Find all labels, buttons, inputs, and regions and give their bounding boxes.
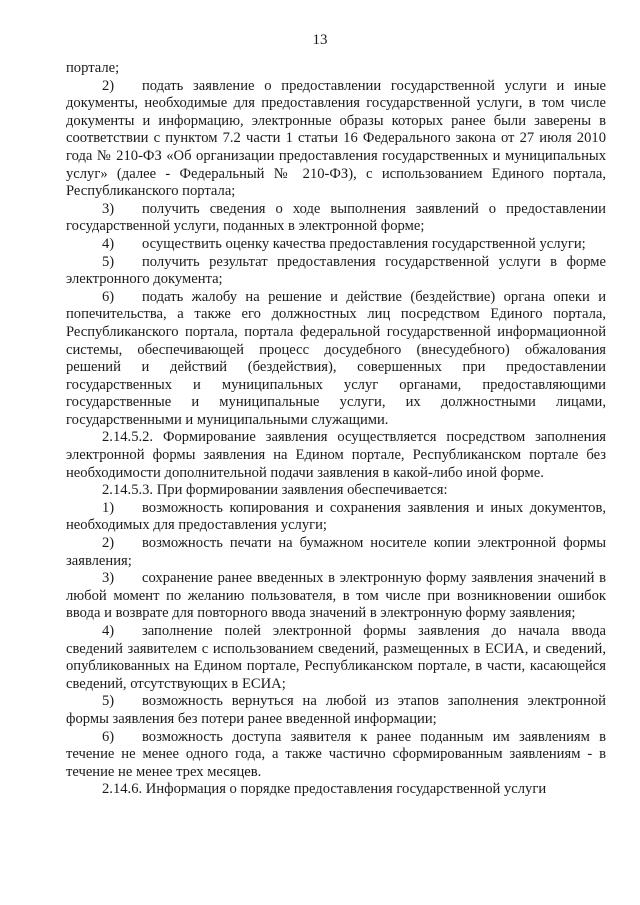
list-item: 2) подать заявление о предоставлении государственной услуги и иные документы, необходимые для предоставления государственной услуги, в том числе документы и информацию, электронные образы которых ранее были заверены в соответствии с пунктом 7.2 части 1 статьи 16 Федерального закона от 27 июля 2010 года № 210-ФЗ «Об организации предоставления государственных и муниципальных услуг» (далее - Федеральный № 210-ФЗ), с использованием Единого портала, Республиканского портала; [66, 77, 606, 200]
document-body [66, 60, 606, 799]
paragraph-2-14-5-3: 2.14.5.3. При формировании заявления обеспечивается: [102, 482, 448, 499]
page-number: 13 [312, 32, 328, 48]
paragraph-2-14-6: 2.14.6. Информация о порядке предоставления государственной услуги [102, 781, 547, 798]
list-item: 3) получить сведения о ходе выполнения заявлений о предоставлении государственной услуги, поданных в электронной форме; [66, 200, 606, 235]
paragraph-2-14-5-2: 2.14.5.2. Формирование заявления осуществляется посредством заполнения электронной формы заявления на Едином портале, Республиканском портале без необходимости дополнительной подачи заявления в какой-либо иной форме. [66, 429, 606, 481]
list-rights [66, 78, 606, 430]
list-item: 2) возможность печати на бумажном носителе копии электронной формы заявления; [66, 535, 606, 569]
list-item: 6) возможность доступа заявителя к ранее поданным им заявлениям в течение не менее одного года, а также частично сформированным заявлениям - в течение не менее трех месяцев. [66, 728, 606, 780]
list-item: 4) осуществить оценку качества предоставления государственной услуги; [102, 235, 586, 252]
list-item: 3) сохранение ранее введенных в электронную форму заявления значений в любой момент по желанию пользователя, в том числе при возникновении ошибок ввода и возврате для повторного ввода значений в электронную форму заявления; [66, 570, 606, 622]
list-item: 1) возможность копирования и сохранения заявления и иных документов, необходимых для предоставления услуги; [66, 499, 606, 534]
list-item: 5) возможность вернуться на любой из этапов заполнения электронной формы заявления без потери ранее введенной информации; [66, 693, 606, 727]
list-item: 4) заполнение полей электронной формы заявления до начала ввода сведений заявителем с использованием сведений, размещенных в ЕСИА, и сведений, опубликованных на Едином портале, Республиканском портале, в части, касающейся сведений, отсутствующих в ЕСИА; [66, 623, 606, 692]
list-item: 6) подать жалобу на решение и действие (бездействие) органа опеки и попечительства, а также его должностных лиц посредством Единого портала, Республиканского портала, портала федеральной государственной информационной системы, обеспечивающей процесс досудебного (внесудебного) обжалования решений и действий (бездействия), совершенных при предоставлении государственных и муниципальных услуг органами, предоставляющими государственные и муниципальные услуги, их должностными лицами, государственными и муниципальными служащими. [66, 288, 606, 428]
continuation-text: портале; [66, 60, 120, 76]
list-form-features [66, 500, 606, 782]
list-item: 5) получить результат предоставления государственной услуги в форме электронного документа; [66, 253, 606, 288]
